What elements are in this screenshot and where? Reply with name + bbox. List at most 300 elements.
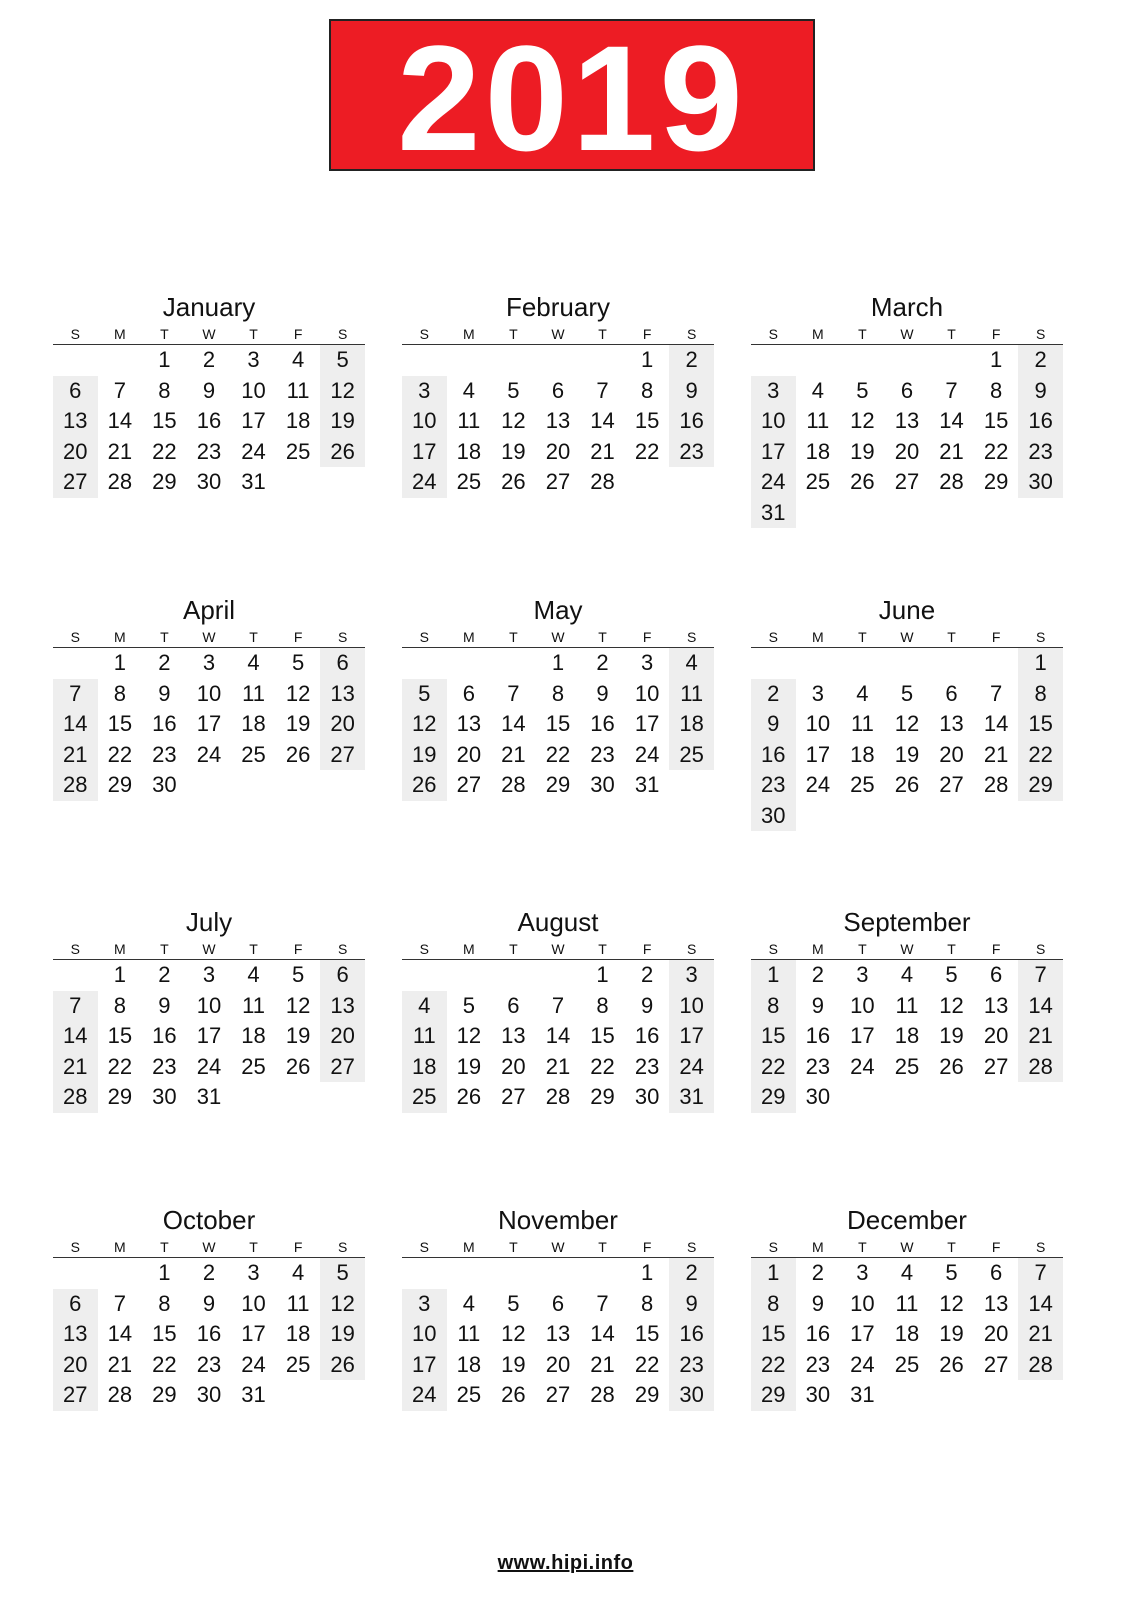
- day-cell: 11: [895, 1290, 919, 1316]
- day-cell: 16: [805, 1321, 831, 1346]
- day-cell: 12: [320, 376, 365, 407]
- day-cell: 4: [900, 962, 914, 987]
- day-cell: 19: [939, 1321, 964, 1346]
- empty-day-cell: [98, 345, 143, 376]
- empty-day-cell: [491, 345, 536, 376]
- day-cell: 20: [545, 1351, 571, 1377]
- empty-day-cell: [929, 1082, 974, 1113]
- day-cell: 9: [669, 1289, 714, 1320]
- day-cell: 23: [669, 437, 714, 468]
- day-cell: 10: [669, 991, 714, 1022]
- day-cell: 26: [501, 1382, 526, 1407]
- month-may: [402, 593, 714, 801]
- day-cell: 27: [53, 1380, 98, 1411]
- day-cell: 16: [751, 740, 796, 771]
- day-cell: 14: [545, 1023, 571, 1048]
- weekday-label: W: [551, 941, 565, 957]
- weekday-header: [751, 1237, 1063, 1258]
- day-cell: 1: [158, 1260, 171, 1285]
- weekday-label: M: [812, 1239, 824, 1255]
- weekday-label: S: [768, 941, 778, 957]
- empty-day-cell: [840, 1082, 885, 1113]
- weekday-label: W: [900, 941, 914, 957]
- empty-day-cell: [929, 1380, 974, 1411]
- weekday-label: M: [812, 326, 824, 342]
- weekday-label: T: [249, 941, 258, 957]
- day-cell: 27: [320, 1052, 365, 1083]
- weekday-label: F: [293, 941, 303, 957]
- weekday-label: T: [509, 326, 518, 342]
- month-name: September: [843, 907, 971, 937]
- day-cell: 30: [1018, 467, 1063, 498]
- day-cell: 17: [634, 711, 660, 736]
- day-cell: 17: [850, 1321, 875, 1346]
- day-cell: 11: [850, 711, 874, 736]
- weekday-label: W: [900, 326, 914, 342]
- day-cell: 6: [900, 377, 914, 403]
- day-cell: 1: [1018, 648, 1063, 679]
- day-cell: 1: [158, 347, 171, 372]
- day-cell: 5: [291, 962, 305, 987]
- weekday-label: S: [1035, 629, 1046, 645]
- day-cell: 16: [196, 1321, 222, 1346]
- day-cell: 14: [1018, 1289, 1063, 1320]
- day-cell: 29: [107, 1084, 133, 1109]
- day-cell: 28: [939, 469, 964, 494]
- empty-day-cell: [276, 770, 321, 801]
- weekday-label: T: [160, 941, 169, 957]
- days-grid: [402, 345, 714, 498]
- weekday-header: [402, 939, 714, 960]
- empty-day-cell: [885, 648, 930, 679]
- week-row: [751, 740, 1063, 771]
- day-cell: 22: [152, 1351, 177, 1377]
- day-cell: 9: [1018, 376, 1063, 407]
- empty-day-cell: [885, 345, 930, 376]
- empty-day-cell: [885, 1082, 930, 1113]
- day-cell: 2: [811, 962, 824, 987]
- week-row: [402, 770, 714, 801]
- day-cell: 23: [805, 1351, 831, 1377]
- day-cell: 30: [634, 1084, 660, 1109]
- day-cell: 23: [1018, 437, 1063, 468]
- weekday-label: T: [858, 629, 867, 645]
- week-row: [53, 376, 365, 407]
- days-grid: [53, 960, 365, 1113]
- day-cell: 2: [158, 962, 171, 987]
- week-row: [53, 1021, 365, 1052]
- empty-day-cell: [669, 770, 714, 801]
- day-cell: 19: [320, 406, 365, 437]
- day-cell: 17: [402, 437, 447, 468]
- day-cell: 30: [196, 1382, 222, 1407]
- empty-day-cell: [231, 770, 276, 801]
- weekday-label: T: [598, 326, 607, 342]
- weekday-header: [402, 1237, 714, 1258]
- day-cell: 14: [590, 1321, 615, 1346]
- day-cell: 12: [456, 1023, 482, 1048]
- week-row: [402, 1052, 714, 1083]
- empty-day-cell: [974, 648, 1019, 679]
- month-name: January: [162, 292, 256, 322]
- day-cell: 25: [805, 469, 831, 494]
- day-cell: 25: [241, 741, 266, 767]
- weekday-label: S: [1035, 1239, 1046, 1255]
- day-cell: 2: [596, 650, 609, 675]
- day-cell: 3: [202, 962, 216, 987]
- day-cell: 20: [501, 1053, 526, 1079]
- day-cell: 5: [320, 1258, 365, 1289]
- day-cell: 18: [456, 1351, 482, 1377]
- empty-day-cell: [974, 801, 1019, 832]
- day-cell: 1: [989, 347, 1003, 372]
- day-cell: 5: [945, 962, 958, 987]
- day-cell: 25: [285, 438, 311, 464]
- day-cell: 30: [196, 469, 222, 494]
- day-cell: 8: [596, 992, 609, 1018]
- day-cell: 6: [551, 377, 565, 403]
- day-cell: 21: [53, 1052, 98, 1083]
- empty-day-cell: [974, 1380, 1019, 1411]
- day-cell: 6: [551, 1290, 565, 1316]
- day-cell: 16: [669, 406, 714, 437]
- day-cell: 21: [590, 438, 615, 464]
- empty-day-cell: [231, 1082, 276, 1113]
- week-row: [751, 1319, 1063, 1350]
- day-cell: 29: [107, 772, 133, 797]
- week-row: [751, 467, 1063, 498]
- week-row: [751, 498, 1063, 529]
- day-cell: 24: [850, 1053, 875, 1079]
- day-cell: 27: [53, 467, 98, 498]
- day-cell: 9: [669, 376, 714, 407]
- weekday-label: S: [70, 629, 80, 645]
- day-cell: 4: [291, 347, 305, 372]
- day-cell: 5: [945, 1260, 958, 1285]
- empty-day-cell: [885, 801, 930, 832]
- day-cell: 20: [545, 438, 571, 464]
- week-row: [751, 437, 1063, 468]
- day-cell: 11: [806, 408, 830, 433]
- weekday-label: S: [70, 1239, 80, 1255]
- day-cell: 23: [805, 1053, 831, 1079]
- day-cell: 13: [545, 1321, 571, 1346]
- weekday-label: T: [947, 941, 956, 957]
- day-cell: 5: [291, 650, 305, 675]
- day-cell: 22: [634, 438, 660, 464]
- empty-day-cell: [402, 648, 447, 679]
- day-cell: 30: [805, 1084, 831, 1109]
- day-cell: 3: [402, 1289, 447, 1320]
- week-row: [402, 1021, 714, 1052]
- days-grid: [53, 1258, 365, 1411]
- day-cell: 8: [158, 377, 171, 403]
- day-cell: 11: [669, 679, 714, 710]
- day-cell: 17: [669, 1021, 714, 1052]
- week-row: [402, 1350, 714, 1381]
- empty-day-cell: [840, 801, 885, 832]
- empty-day-cell: [402, 1258, 447, 1289]
- day-cell: 6: [989, 962, 1003, 987]
- weekday-label: S: [337, 629, 348, 645]
- weekday-label: M: [812, 629, 824, 645]
- week-row: [53, 467, 365, 498]
- week-row: [53, 1289, 365, 1320]
- empty-day-cell: [187, 770, 232, 801]
- empty-day-cell: [447, 1258, 492, 1289]
- day-cell: 3: [247, 347, 260, 372]
- day-cell: 13: [939, 711, 964, 736]
- day-cell: 27: [983, 1351, 1009, 1377]
- day-cell: 17: [241, 1321, 266, 1346]
- empty-day-cell: [491, 1258, 536, 1289]
- day-cell: 25: [894, 1053, 920, 1079]
- empty-day-cell: [974, 498, 1019, 529]
- day-cell: 10: [634, 680, 660, 706]
- weekday-label: T: [858, 1239, 867, 1255]
- day-cell: 27: [501, 1084, 526, 1109]
- day-cell: 31: [634, 772, 660, 797]
- day-cell: 5: [507, 377, 520, 403]
- weekday-label: M: [114, 1239, 126, 1255]
- week-row: [53, 1052, 365, 1083]
- day-cell: 28: [53, 1082, 98, 1113]
- day-cell: 18: [850, 741, 875, 767]
- weekday-label: M: [463, 941, 475, 957]
- empty-day-cell: [580, 1258, 625, 1289]
- week-row: [402, 648, 714, 679]
- empty-day-cell: [53, 1258, 98, 1289]
- month-name: October: [162, 1205, 256, 1235]
- day-cell: 24: [241, 1351, 266, 1377]
- weekday-label: T: [160, 1239, 169, 1255]
- day-cell: 5: [402, 679, 447, 710]
- day-cell: 16: [152, 711, 177, 736]
- empty-day-cell: [1018, 1082, 1063, 1113]
- weekday-label: W: [202, 1239, 216, 1255]
- day-cell: 4: [669, 648, 714, 679]
- day-cell: 28: [501, 772, 526, 797]
- weekday-label: F: [642, 1239, 652, 1255]
- day-cell: 12: [501, 1321, 526, 1346]
- day-cell: 17: [196, 711, 222, 736]
- day-cell: 14: [107, 408, 133, 433]
- weekday-label: S: [686, 326, 697, 342]
- weekday-label: M: [463, 629, 475, 645]
- day-cell: 12: [501, 408, 526, 433]
- empty-day-cell: [929, 345, 974, 376]
- day-cell: 20: [320, 709, 365, 740]
- day-cell: 9: [158, 992, 171, 1018]
- weekday-label: T: [947, 629, 956, 645]
- week-row: [751, 376, 1063, 407]
- day-cell: 28: [107, 1382, 133, 1407]
- week-row: [53, 1380, 365, 1411]
- day-cell: 14: [53, 709, 98, 740]
- day-cell: 2: [158, 650, 171, 675]
- day-cell: 18: [456, 438, 482, 464]
- day-cell: 24: [850, 1351, 875, 1377]
- day-cell: 7: [596, 377, 609, 403]
- day-cell: 4: [291, 1260, 305, 1285]
- month-july: [53, 905, 365, 1113]
- month-name: February: [505, 292, 611, 322]
- day-cell: 28: [107, 469, 133, 494]
- week-row: [751, 345, 1063, 376]
- day-cell: 29: [545, 772, 571, 797]
- day-cell: 15: [751, 1319, 796, 1350]
- weekday-label: T: [858, 326, 867, 342]
- week-row: [751, 679, 1063, 710]
- day-cell: 18: [402, 1052, 447, 1083]
- weekday-label: S: [70, 941, 80, 957]
- week-row: [402, 679, 714, 710]
- weekday-label: W: [202, 629, 216, 645]
- day-cell: 25: [894, 1351, 920, 1377]
- day-cell: 21: [983, 741, 1009, 767]
- empty-day-cell: [929, 648, 974, 679]
- weekday-header: [53, 324, 365, 345]
- day-cell: 11: [242, 992, 265, 1018]
- day-cell: 12: [939, 1290, 964, 1316]
- weekday-label: T: [249, 1239, 258, 1255]
- week-row: [402, 467, 714, 498]
- day-cell: 3: [811, 680, 824, 706]
- day-cell: 6: [53, 376, 98, 407]
- day-cell: 26: [320, 1350, 365, 1381]
- week-row: [402, 740, 714, 771]
- day-cell: 30: [152, 1084, 177, 1109]
- day-cell: 2: [640, 962, 654, 987]
- weekday-label: W: [551, 629, 565, 645]
- day-cell: 19: [501, 438, 526, 464]
- weekday-label: T: [249, 326, 258, 342]
- empty-day-cell: [53, 960, 98, 991]
- day-cell: 7: [53, 679, 98, 710]
- day-cell: 22: [983, 438, 1009, 464]
- day-cell: 14: [53, 1021, 98, 1052]
- day-cell: 27: [456, 772, 482, 797]
- day-cell: 15: [107, 711, 133, 736]
- day-cell: 1: [751, 1258, 796, 1289]
- day-cell: 5: [462, 992, 475, 1018]
- month-name: March: [870, 292, 944, 322]
- weekday-label: T: [509, 629, 518, 645]
- day-cell: 13: [53, 1319, 98, 1350]
- day-cell: 15: [152, 408, 177, 433]
- day-cell: 16: [669, 1319, 714, 1350]
- day-cell: 13: [501, 1023, 526, 1048]
- day-cell: 26: [939, 1351, 964, 1377]
- day-cell: 12: [850, 408, 875, 433]
- empty-day-cell: [625, 467, 670, 498]
- empty-day-cell: [491, 960, 536, 991]
- day-cell: 10: [751, 406, 796, 437]
- week-row: [53, 345, 365, 376]
- empty-day-cell: [1018, 801, 1063, 832]
- day-cell: 25: [241, 1053, 266, 1079]
- empty-day-cell: [320, 770, 365, 801]
- day-cell: 12: [320, 1289, 365, 1320]
- weekday-label: F: [642, 326, 652, 342]
- day-cell: 13: [983, 992, 1009, 1018]
- day-cell: 7: [113, 377, 126, 403]
- day-cell: 18: [669, 709, 714, 740]
- day-cell: 25: [456, 469, 482, 494]
- days-grid: [402, 960, 714, 1113]
- weekday-label: S: [686, 629, 697, 645]
- day-cell: 5: [856, 377, 869, 403]
- day-cell: 30: [590, 772, 615, 797]
- empty-day-cell: [929, 498, 974, 529]
- weekday-label: T: [598, 941, 607, 957]
- month-name: April: [182, 595, 235, 625]
- week-row: [751, 1380, 1063, 1411]
- day-cell: 30: [669, 1380, 714, 1411]
- day-cell: 28: [1018, 1350, 1063, 1381]
- empty-day-cell: [1018, 1380, 1063, 1411]
- day-cell: 3: [247, 1260, 260, 1285]
- day-cell: 14: [939, 408, 964, 433]
- weekday-header: [402, 627, 714, 648]
- day-cell: 17: [850, 1023, 875, 1048]
- day-cell: 28: [590, 469, 615, 494]
- day-cell: 17: [402, 1350, 447, 1381]
- day-cell: 14: [1018, 991, 1063, 1022]
- day-cell: 2: [1018, 345, 1063, 376]
- day-cell: 10: [850, 1290, 875, 1316]
- day-cell: 23: [196, 438, 222, 464]
- footer-url[interactable]: www.hipi.info: [497, 1552, 634, 1574]
- day-cell: 24: [402, 1380, 447, 1411]
- day-cell: 14: [501, 711, 526, 736]
- empty-day-cell: [929, 801, 974, 832]
- week-row: [402, 345, 714, 376]
- day-cell: 4: [900, 1260, 914, 1285]
- empty-day-cell: [536, 345, 581, 376]
- weekday-label: T: [858, 941, 867, 957]
- day-cell: 8: [1018, 679, 1063, 710]
- weekday-header: [402, 324, 714, 345]
- day-cell: 29: [152, 469, 177, 494]
- day-cell: 8: [640, 377, 654, 403]
- week-row: [53, 960, 365, 991]
- day-cell: 16: [590, 711, 615, 736]
- day-cell: 2: [202, 347, 216, 372]
- day-cell: 3: [856, 1260, 869, 1285]
- day-cell: 28: [1018, 1052, 1063, 1083]
- weekday-label: S: [419, 941, 429, 957]
- day-cell: 20: [456, 741, 482, 767]
- day-cell: 26: [456, 1084, 482, 1109]
- day-cell: 23: [751, 770, 796, 801]
- days-grid: [53, 648, 365, 801]
- week-row: [53, 709, 365, 740]
- weekday-label: W: [202, 326, 216, 342]
- day-cell: 10: [402, 1319, 447, 1350]
- day-cell: 10: [241, 1290, 266, 1316]
- day-cell: 19: [456, 1053, 482, 1079]
- empty-day-cell: [320, 1082, 365, 1113]
- day-cell: 16: [805, 1023, 831, 1048]
- day-cell: 3: [402, 376, 447, 407]
- week-row: [751, 406, 1063, 437]
- weekday-label: F: [642, 941, 652, 957]
- weekday-label: M: [114, 326, 126, 342]
- empty-day-cell: [796, 498, 841, 529]
- weekday-label: T: [509, 1239, 518, 1255]
- day-cell: 25: [850, 772, 875, 797]
